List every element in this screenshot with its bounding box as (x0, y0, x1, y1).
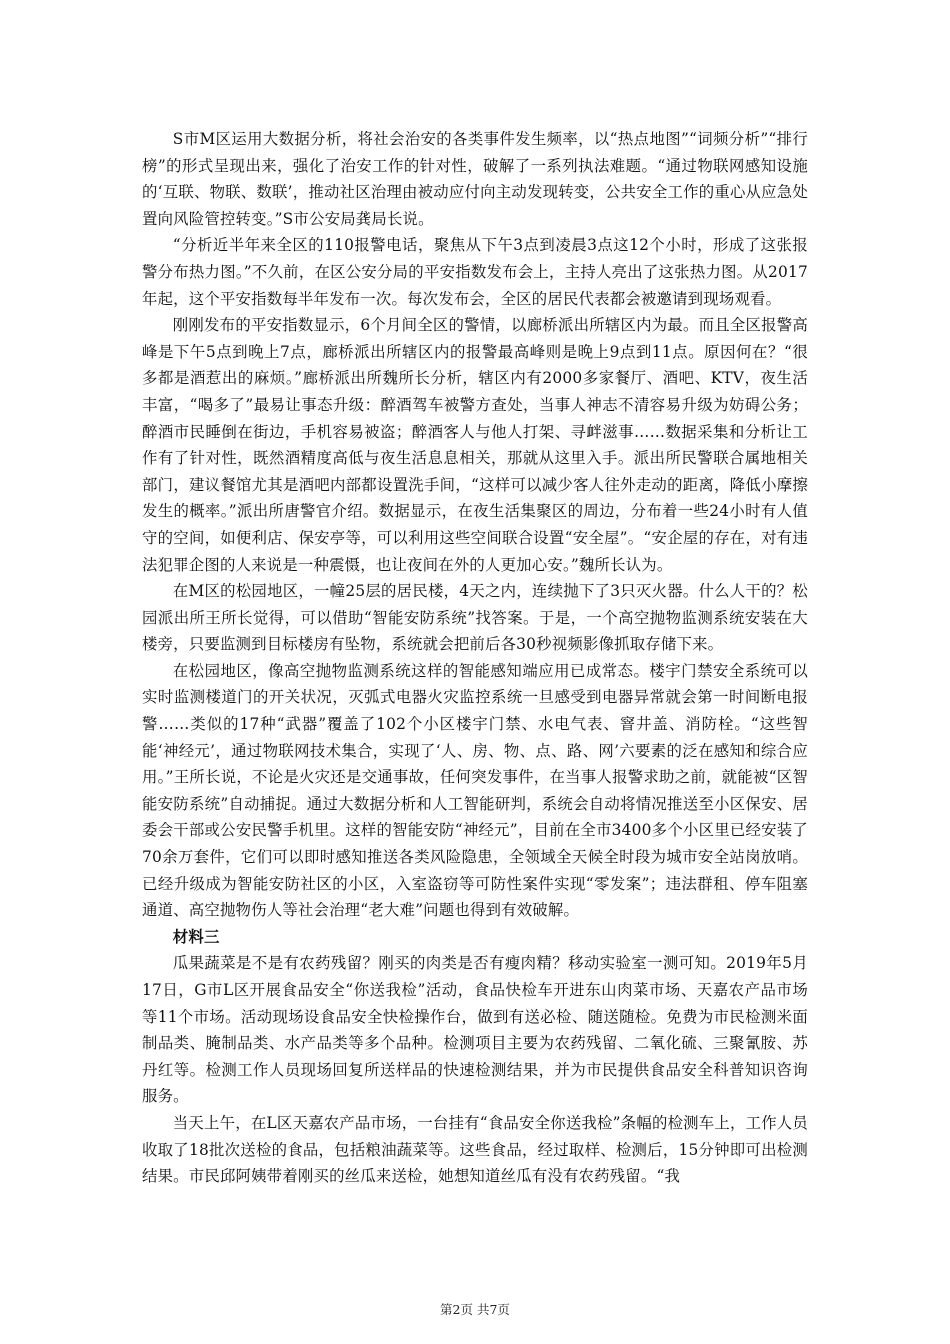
paragraph: S市M区运用大数据分析，将社会治安的各类事件发生频率，以“热点地图”“词频分析”“排行榜”的形式呈现出来，强化了治安工作的针对性，破解了一系列执法难题。“通过物联网感知设施的‘互联、物联、数联’，推动社区治理由被动应付向主动发现转变，公共安全工作的重心从应急处置向风险管控转变。”S市公安局龚局长说。 (142, 130, 808, 228)
paragraph: 在松园地区，像高空抛物监测系统这样的智能感知端应用已成常态。楼宇门禁安全系统可以实时监测楼道门的开关状况，灭弧式电器火灾监控系统一旦感受到电器异常就会第一时间断电报警……类似的17种“武器”覆盖了102个小区楼宇门禁、水电气表、窨井盖、消防栓。“这些智能‘神经元’，通过物联网技术集合，实现了‘人、房、物、点、路、网’六要素的泛在感知和综合应用。”王所长说，不论是火灾还是交通事故，任何突发事件，在当事人报警求助之前，就能被“区智能安防系统”自动捕捉。通过大数据分析和人工智能研判，系统会自动将情况推送至小区保安、居委会干部或公安民警手机里。这样的智能安防“神经元”，目前在全市3400多个小区里已经安装了70余万套件，它们可以即时感知推送各类风险隐患，全领域全天候全时段为城市安全站岗放哨。已经升级成为智能安防社区的小区，入室盗窃等可防性案件实现“零发案”；违法群租、停车阻塞通道、高空抛物伤人等社会治理“老大难”问题也得到有效破解。 (142, 661, 808, 920)
paragraph: 在M区的松园地区，一幢25层的居民楼，4天之内，连续抛下了3只灭火器。什么人干的？松园派出所王所长觉得，可以借助“智能安防系统”找答案。于是，一个高空抛物监测系统安装在大楼旁，只要监测到目标楼房有坠物，系统就会把前后各30秒视频影像抓取存储下来。 (142, 582, 808, 654)
paragraph: “分析近半年来全区的110报警电话，聚焦从下午3点到凌晨3点这12个小时，形成了这张报警分布热力图。”不久前，在区公安分局的平安指数发布会上，主持人亮出了这张热力图。从2017年起，这个平安指数每半年发布一次。每次发布会，全区的居民代表都会被邀请到现场观看。 (142, 236, 808, 308)
section-heading: 材料三 (172, 927, 220, 946)
paragraph: 刚刚发布的平安指数显示，6个月间全区的警情，以廊桥派出所辖区内为最。而且全区报警高峰是下午5点到晚上7点，廊桥派出所辖区内的报警最高峰则是晚上9点到11点。原因何在？“很多都是酒惹出的麻烦。”廊桥派出所魏所长分析，辖区内有2000多家餐厅、酒吧、KTV，夜生活丰富，“喝多了”最易让事态升级：醉酒驾车被警方查处，当事人神志不清容易升级为妨碍公务；醉酒市民睡倒在街边，手机容易被盗；醉酒客人与他人打架、寻衅滋事……数据采集和分析让工作有了针对性，既然酒精度高低与夜生活息息相关，那就从这里入手。派出所民警联合属地相关部门，建议餐馆尤其是酒吧内部都设置洗手间，“这样可以减少客人往外走动的距离，降低小摩擦发生的概率。”派出所唐警官介绍。数据显示，在夜生活集聚区的周边，分布着一些24小时有人值守的空间，如便利店、保安亭等，可以利用这些空间联合设置“安全屋”。“安企屋的存在，对有违法犯罪企图的人来说是一种震慑，也让夜间在外的人更加心安。”魏所长认为。 (142, 316, 808, 574)
document-body (142, 126, 808, 1190)
paragraph: 当天上午，在L区天嘉农产品市场，一台挂有“食品安全你送我检”条幅的检测车上，工作人员收取了18批次送检的食品，包括粮油蔬菜等。这些食品，经过取样、检测后，15分钟即可出检测结果。市民邱阿姨带着刚买的丝瓜来送检，她想知道丝瓜有没有农药残留。“我 (142, 1113, 808, 1186)
paragraph: 瓜果蔬菜是不是有农药残留？刚买的肉类是否有瘦肉精？移动实验室一测可知。2019年5月17日，G市L区开展食品安全“你送我检”活动，食品快检车开进东山肉菜市场、天嘉农产品市场等11个市场。活动现场设食品安全快检操作台，做到有送必检、随送随检。免费为市民检测米面制品类、腌制品类、水产品类等多个品种。检测项目主要为农药残留、二氧化硫、三聚氰胺、苏丹红等。检测工作人员现场回复所送样品的快速检测结果，并为市民提供食品安全科普知识咨询服务。 (142, 954, 808, 1106)
page-footer: 第2页 共7页 (440, 1302, 510, 1317)
